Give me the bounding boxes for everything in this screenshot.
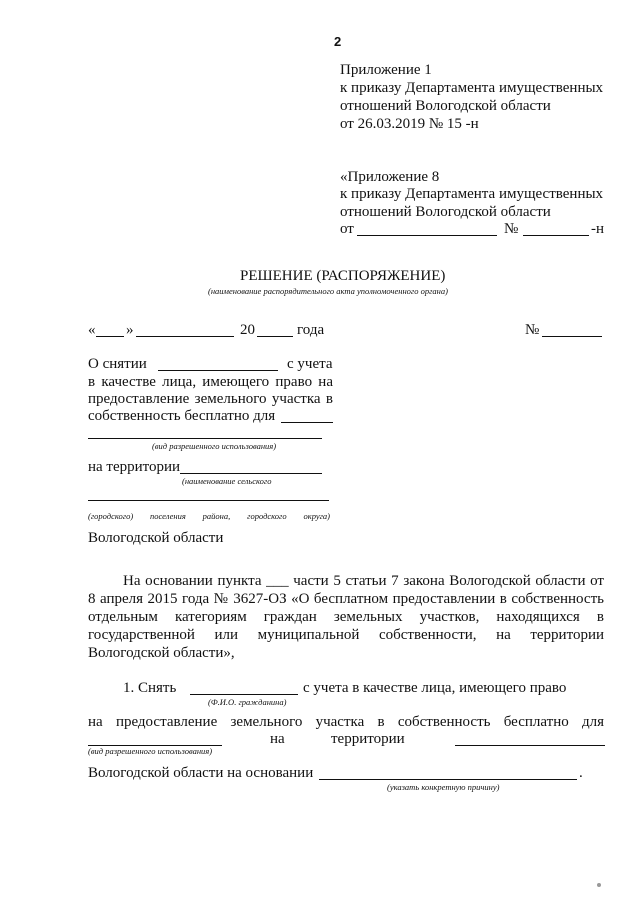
use-type-blank xyxy=(88,438,322,439)
decision-number-sign: № xyxy=(525,322,540,338)
appendix1-line3: отношений Вологодской области xyxy=(340,98,551,114)
territory-blank-2 xyxy=(455,745,605,746)
subject-line3: предоставление земельного участка в xyxy=(88,391,333,407)
caption-use-type: (вид разрешенного использования) xyxy=(152,441,277,451)
subject-line4: собственность бесплатно для xyxy=(88,408,276,424)
para-line1: На основании пункта ___ части 5 статьи 7 закона Вологодской области от xyxy=(123,573,604,589)
document-title: РЕШЕНИЕ (РАСПОРЯЖЕНИЕ) xyxy=(240,268,446,284)
appendix8-number-suffix: -н xyxy=(591,221,605,237)
appendix8-number-prefix: № xyxy=(504,221,519,237)
appendix1-line1: Приложение 1 xyxy=(340,62,432,78)
para-line5: Вологодской области», xyxy=(88,645,235,661)
month-blank xyxy=(136,336,234,337)
fio-blank xyxy=(190,694,298,695)
year-prefix: 20 xyxy=(240,322,255,338)
item1-start: 1. Снять xyxy=(123,680,177,696)
decision-number-blank xyxy=(542,336,602,337)
appendix1-line4: от 26.03.2019 № 15 -н xyxy=(340,116,479,132)
word-na: на xyxy=(270,731,285,747)
appendix8-line2: к приказу Департамента имущественных xyxy=(340,186,604,202)
subject-blank-2 xyxy=(281,422,333,423)
territory-blank xyxy=(180,473,322,474)
appendix8-number-blank xyxy=(523,235,589,236)
appendix8-line1: «Приложение 8 xyxy=(340,169,440,185)
region-name: Вологодской области xyxy=(88,530,224,546)
para-line4: государственной или муниципальной собственности, на территории xyxy=(88,627,604,643)
scan-dot-mark xyxy=(597,883,601,887)
word-territory: территории xyxy=(331,731,405,747)
appendix8-date-prefix: от xyxy=(340,221,354,237)
title-caption: (наименование распорядительного акта уполномоченного органа) xyxy=(208,286,448,296)
para-line3: отдельным категориям граждан земельных участков, находящихся в xyxy=(88,609,604,625)
settlement-blank xyxy=(88,500,329,501)
day-blank xyxy=(96,336,124,337)
caption-fio: (Ф.И.О. гражданина) xyxy=(208,697,287,707)
territory-label: на территории xyxy=(88,459,181,475)
year-suffix: года xyxy=(297,322,325,338)
subject-line2: в качестве лица, имеющего право на xyxy=(88,374,333,390)
page-number: 2 xyxy=(334,34,342,49)
date-close-quote: » xyxy=(126,322,134,338)
caption-rural: (наименование сельского xyxy=(182,476,272,486)
item1-line4: Вологодской области на основании xyxy=(88,765,314,781)
caption-urban: (городского) поселения района, городского округа) xyxy=(88,511,330,521)
para-line2: 8 апреля 2015 года № 3627-ОЗ «О бесплатном предоставлении в собственность xyxy=(88,591,604,607)
appendix8-line3: отношений Вологодской области xyxy=(340,204,551,220)
subject-line1-end: с учета xyxy=(287,356,333,372)
appendix8-date-blank xyxy=(357,235,497,236)
subject-line1-start: О снятии xyxy=(88,356,147,372)
appendix1-line2: к приказу Департамента имущественных xyxy=(340,80,604,96)
item1-end: с учета в качестве лица, имеющего право xyxy=(303,680,567,696)
subject-blank-1 xyxy=(158,370,278,371)
item1-line2: на предоставление земельного участка в собственность бесплатно для xyxy=(88,714,604,730)
reason-blank xyxy=(319,779,577,780)
date-open-quote: « xyxy=(88,322,96,338)
year-blank xyxy=(257,336,293,337)
caption-reason: (указать конкретную причину) xyxy=(387,782,500,792)
item1-period: . xyxy=(579,765,583,781)
caption-use-type-2: (вид разрешенного использования) xyxy=(88,746,213,756)
